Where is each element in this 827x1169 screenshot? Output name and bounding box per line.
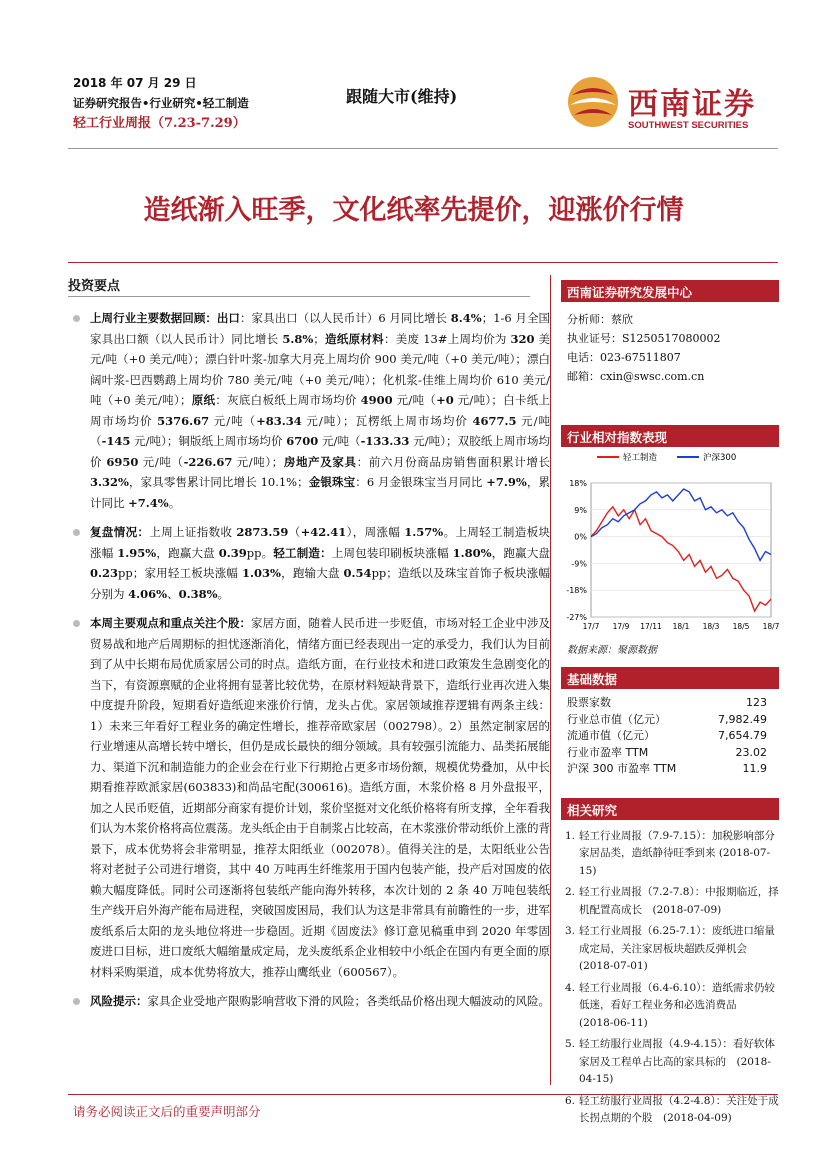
item-text: 轻工行业周报（6.25-7.1）：废纸进口缩量成定局，关注家居板块超跌反弹机会 (2018-07-01) xyxy=(579,925,775,972)
sidebar xyxy=(561,280,779,1132)
x-tick-label: 17/9 xyxy=(612,622,630,631)
table-row xyxy=(561,728,779,745)
basic-data-heading: 基础数据 xyxy=(561,667,779,689)
x-tick-label: 18/7 xyxy=(762,622,779,631)
item-number: 6. xyxy=(565,1094,576,1107)
item-text: 轻工行业周报（6.4-6.10）：造纸需求仍较低迷，看好工程业务和必选消费品 (2018-06-11) xyxy=(579,981,775,1029)
investment-highlights xyxy=(68,275,550,1021)
table-row xyxy=(561,695,779,712)
investment-bullet xyxy=(68,613,550,982)
row-value: 123 xyxy=(746,696,767,709)
investment-bullet xyxy=(68,991,550,1012)
row-value: 7,654.79 xyxy=(718,729,767,742)
chart-source: 数据来源：聚源数据 xyxy=(567,645,657,656)
table-row xyxy=(561,712,779,729)
item-number: 4. xyxy=(565,981,576,994)
row-label: 股票家数 xyxy=(567,696,611,709)
table-row xyxy=(561,745,779,762)
header-divider xyxy=(68,148,778,149)
logo-mark-icon xyxy=(566,75,620,129)
bullet-body: 上周上证指数收 2873.59（+42.41），周涨幅 1.57%。上周轻工制造板块涨幅 1.95%，跑赢大盘 0.39pp。轻工制造：上周包装印刷板块涨幅 1.80%，跑赢大盘 0.23pp；家用轻工板块涨幅 1.03%，跑输大盘 0.54pp；造纸以及珠宝首饰子板块涨幅分别为 4.06%、0.38%。 xyxy=(90,525,551,601)
row-label: 沪深 300 市盈率 TTM xyxy=(567,762,677,775)
analyst-info xyxy=(561,302,779,395)
company-logo xyxy=(566,75,766,137)
bullet-lead: 风险提示： xyxy=(90,994,148,1008)
page-title: 造纸渐入旺季，文化纸率先提价，迎涨价行情 xyxy=(143,195,684,226)
bullet-lead: 复盘情况： xyxy=(90,525,150,539)
list-item[interactable] xyxy=(561,828,779,881)
footer-disclaimer: 请务必阅读正文后的重要声明部分 xyxy=(73,1104,261,1119)
report-series: 轻工行业周报（7.23-7.29） xyxy=(73,116,246,131)
x-tick-label: 17/11 xyxy=(640,622,662,631)
y-tick-label: 9% xyxy=(574,505,587,515)
list-item[interactable] xyxy=(561,1036,779,1089)
bullet-lead: 上周行业主要数据回顾： xyxy=(90,311,217,325)
bullet-body: 家居方面，随着人民币进一步贬值，市场对轻工企业中涉及贸易战和地产后周期标的担忧逐渐消化，情绪方面已经表现出一定的承受力，我们认为目前到了从中长期布局优质家居公司的时点。造纸方面，在行业技术和进口政策发生急剧变化的当下，有资源禀赋的企业将拥有显著比较优势，在原材料短缺背景下，造纸行业再次进入集中度提升阶段，短期看好造纸迎来涨价行情，龙头占优。家居领域推荐逻辑有两条主线：1）未来三年看好工程业务的确定性增长，推荐帝欧家居（002798）。2）虽然定制家居的行业增速从高增长转中增长，但仍是成长最快的细分领域。具有较强引流能力、品类拓展能力、渠道下沉和制造能力的企业会在行业下行期抢占更多市场份额，规模优势叠加，从中长期看推荐欧派家居(603833)和尚品宅配(300616)。造纸方面，木浆价格 8 月外盘报平，加之人民币贬值，近期部分商家有提价计划，浆价坚挺对文化纸价格将有所支撑，全年看我们认为木浆价格将高位震荡。龙头纸企由于自制浆占比较高，在木浆涨价带动纸价上涨的背景下，成本优势将会非常明显，推荐太阳纸业（002078）。值得关注的是，太阳纸业公告将对老挝子公司进行增资，其中 40 万吨再生纤维浆用于国内包装产能，投产后对国废的依赖大幅度降低。同时公司逐渐将包装纸产能向海外转移，本次计划的 2 条 40 万吨包装纸生产线开启外海产能布局进程，突破国废困局，我们认为这是非常具有前瞻性的一步，进军废纸系后太阳的龙头地位将进一步稳固。近期《固废法》修订意见稿重申到 2020 年零固废进口目标，进口废纸大幅缩量成定局，龙头废纸系企业相较中小纸企在国内有更全面的原材料采购渠道，成本优势将放大，推荐山鹰纸业（600567）。 xyxy=(90,616,550,979)
investment-bullet xyxy=(68,308,550,513)
y-tick-label: -9% xyxy=(571,559,587,569)
y-tick-label: -27% xyxy=(566,613,587,622)
item-text: 轻工行业周报（7.2-7.8）：中报期临近，择机配置高成长 (2018-07-09) xyxy=(579,886,779,916)
related-research-list xyxy=(561,820,779,1128)
analyst-email[interactable]: 邮箱：cxin@swsc.com.cn xyxy=(567,370,705,383)
analyst-license: 执业证号：S1250517080002 xyxy=(567,332,721,345)
series-line-0 xyxy=(591,507,771,611)
list-item[interactable] xyxy=(561,980,779,1033)
investment-heading: 投资要点 xyxy=(68,279,121,294)
series-line-1 xyxy=(591,489,771,560)
row-label: 行业总市值（亿元） xyxy=(567,712,666,726)
plot-frame xyxy=(591,483,771,617)
x-tick-label: 17/7 xyxy=(582,622,600,631)
legend-label-1: 沪深300 xyxy=(703,453,737,463)
row-label: 行业市盈率 TTM xyxy=(567,745,649,759)
logo-text-en: SOUTHWEST SECURITIES xyxy=(628,120,749,131)
footer-divider xyxy=(68,1094,778,1095)
investment-divider xyxy=(68,296,530,297)
bullet-lead: 本周主要观点和重点关注个股： xyxy=(90,616,251,630)
bullet-body: 家具企业受地产限购影响营收下滑的风险；各类纸品价格出现大幅波动的风险。 xyxy=(147,994,550,1008)
related-research-heading: 相关研究 xyxy=(561,798,779,820)
legend-label-0: 轻工制造 xyxy=(623,453,658,463)
list-item[interactable] xyxy=(561,923,779,976)
item-number: 3. xyxy=(565,925,576,937)
analyst-phone: 电话：023-67511807 xyxy=(567,351,681,364)
research-center-heading: 西南证券研究发展中心 xyxy=(561,280,779,302)
report-type: 证券研究报告•行业研究•轻工制造 xyxy=(73,96,249,110)
row-value: 11.9 xyxy=(742,762,767,775)
list-item[interactable] xyxy=(561,1093,779,1128)
item-text: 轻工行业周报（7.9-7.15）：加税影响部分家居品类，造纸静待旺季到来 (2018-07-15) xyxy=(579,829,775,877)
rating: 跟随大市(维持) xyxy=(346,87,458,106)
y-tick-label: 0% xyxy=(574,532,587,542)
item-number: 2. xyxy=(565,886,576,898)
item-text: 轻工纺服行业周报（4.9-4.15）：看好软体家居及工程单占比高的家具标的 (2018-04-15) xyxy=(579,1038,775,1085)
row-value: 7,982.49 xyxy=(718,712,767,726)
item-number: 5. xyxy=(565,1038,576,1050)
x-tick-label: 18/5 xyxy=(732,622,750,631)
bullet-body: 出口：家具出口（以人民币计）6 月同比增长 8.4%；1-6 月全国家具出口额（以人民币计）同比增长 5.8%；造纸原材料：美废 13#上周均价为 320 美元/吨（+0 美元/吨）；漂白针叶浆-加拿大月亮上周均价 900 美元/吨（+0 美元/吨）；漂白阔叶浆-巴西鹦鹉上周均价 780 美元/吨（+0 美元/吨）；化机浆-佳维上周均价 610 美元/吨（+0 美元/吨）；原纸：灰底白板纸上周市场均价 4900 元/吨（+0 元/吨）；白卡纸上周市场均价 5376.67 元/吨（+83.34 元/吨）；瓦楞纸上周市场均价 4677.5 元/吨（-145 元/吨）；铜版纸上周市场均价 6700 元/吨（-133.33 元/吨）；双胶纸上周市场均价 6950 元/吨（-226.67 元/吨）；房地产及家具：前六月份商品房销售面积累计增长 3.32%，家具零售累计同比增长 10.1%；金银珠宝：6 月金银珠宝当月同比 +7.9%，累计同比 +7.4%。 xyxy=(90,311,551,510)
row-value: 23.02 xyxy=(735,745,767,759)
report-date: 2018 年 07 月 29 日 xyxy=(73,76,197,90)
analyst-name: 分析师：蔡欣 xyxy=(567,313,633,326)
y-tick-label: 18% xyxy=(569,479,587,488)
list-item[interactable] xyxy=(561,884,779,919)
relative-index-chart xyxy=(561,447,779,641)
chart-heading: 行业相对指数表现 xyxy=(561,425,779,447)
title-divider xyxy=(68,262,778,263)
y-tick-label: -18% xyxy=(566,586,587,596)
investment-bullet xyxy=(68,522,550,604)
column-divider xyxy=(550,275,551,1085)
item-number: 1. xyxy=(565,829,576,842)
header-left xyxy=(73,74,249,134)
x-tick-label: 18/3 xyxy=(702,622,720,631)
x-tick-label: 18/1 xyxy=(672,622,690,631)
table-row xyxy=(561,761,779,778)
basic-data-table xyxy=(561,695,779,778)
row-label: 流通市值（亿元） xyxy=(567,729,655,742)
logo-text-cn: 西南证券 xyxy=(628,87,756,122)
relative-index-chart-svg xyxy=(561,447,779,641)
item-text: 轻工纺服行业周报（4.2-4.8）：关注处于成长拐点期的个股 (2018-04-09) xyxy=(579,1094,779,1124)
bullet-list xyxy=(68,308,550,1012)
